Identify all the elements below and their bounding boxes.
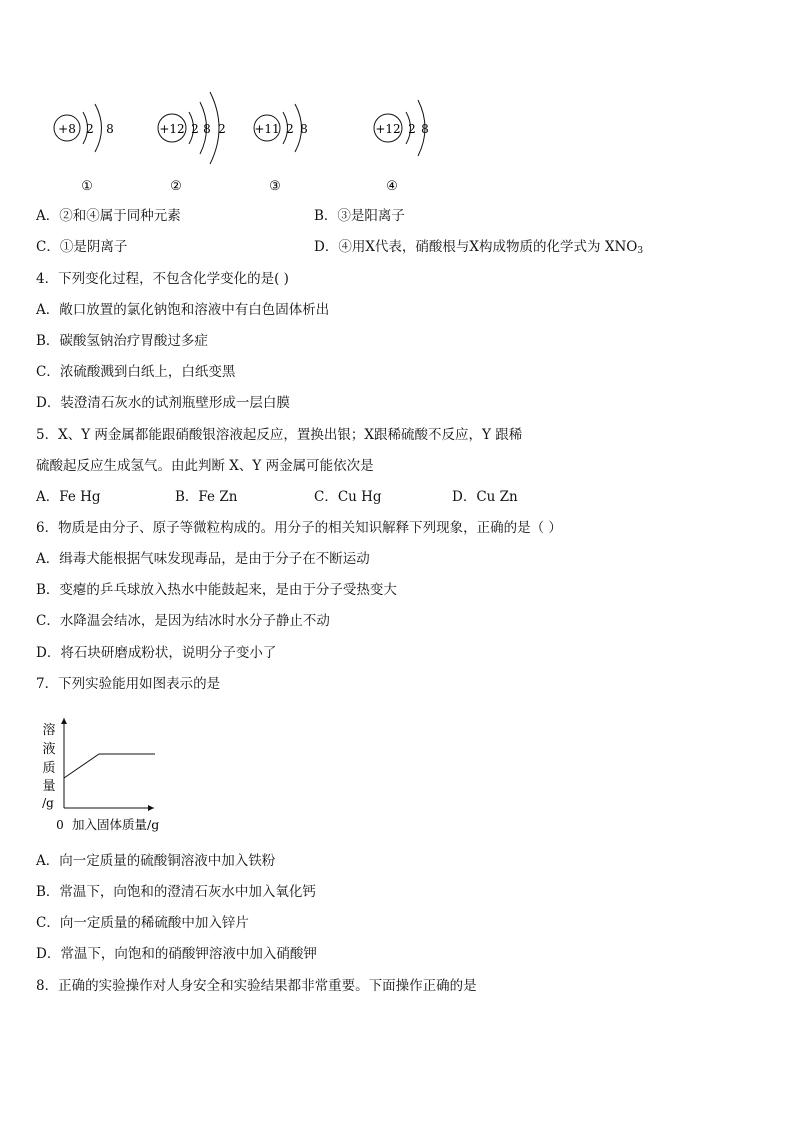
q6-option-b: B．变瘪的乒乓球放入热水中能鼓起来，是由于分子受热变大 [36,582,397,598]
q4-option-c: C．浓硫酸溅到白纸上，白纸变黑 [36,364,236,380]
atom-1-nucleus: +8 [58,122,76,136]
atom-3-shell-2: 8 [300,122,308,136]
q3-option-d-subscript: 3 [637,246,644,256]
q5-stem-line-2: 硫酸起反应生成氢气。由此判断 X、Y 两金属可能依次是 [36,458,374,474]
q3-option-b: B．③是阳离子 [314,208,405,224]
q8-stem: 8．正确的实验操作对人身安全和实验结果都非常重要。下面操作正确的是 [36,978,477,994]
q3-option-d-text: D．④用X代表，硝酸根与X构成物质的化学式为 XNO [314,239,638,255]
q6-option-a: A．缉毒犬能根据气味发现毒品，是由于分子在不断运动 [36,551,370,567]
q5-option-d: D．Cu Zn [452,489,518,505]
q4-stem: 4．下列变化过程，不包含化学变化的是( ) [36,271,289,287]
atom-3-label: ③ [269,179,281,194]
atom-1-shell-2: 8 [106,122,114,136]
q7-option-a: A．向一定质量的硫酸铜溶液中加入铁粉 [36,853,276,869]
q5-stem-line-1: 5．X、Y 两金属都能跟硝酸银溶液起反应，置换出银；X跟稀硫酸不反应，Y 跟稀 [36,427,523,443]
q7-option-b: B．常温下，向饱和的澄清石灰水中加入氧化钙 [36,884,316,900]
atom-diagrams [40,88,460,203]
q3-option-c: C．①是阴离子 [36,239,128,255]
atom-2-label: ② [170,179,182,194]
q7-graph [36,714,186,834]
y-label-char-1: 溶 [42,723,56,738]
q3-option-d [314,238,643,260]
q4-option-b: B．碳酸氢钠治疗胃酸过多症 [36,333,208,349]
atom-3 [254,104,308,194]
atom-4-shell-1: 2 [408,122,416,136]
atom-4-label: ④ [386,179,398,194]
atom-2-shell-2: 8 [203,122,211,136]
atom-1-shell-1: 2 [86,122,94,136]
q3-option-a: A．②和④属于同种元素 [36,208,181,224]
q6-option-c: C．水降温会结冰，是因为结冰时水分子静止不动 [36,613,330,629]
y-label-char-4: 量 [42,779,56,794]
y-label-char-3: 质 [42,761,56,776]
q7-option-d: D．常温下，向饱和的硝酸钾溶液中加入硝酸钾 [36,946,317,962]
x-axis-label: 加入固体质量/g [72,817,160,832]
atom-4-shell-2: 8 [421,122,429,136]
q4-option-a: A．敞口放置的氯化钠饱和溶液中有白色固体析出 [36,302,330,318]
atom-4-nucleus: +12 [375,122,401,136]
atom-2 [158,92,226,194]
q5-option-b: B．Fe Zn [175,489,238,505]
atom-3-nucleus: +11 [254,122,280,136]
q7-stem: 7．下列实验能用如图表示的是 [36,676,221,692]
q5-option-c: C．Cu Hg [314,489,382,505]
q6-stem: 6．物质是由分子、原子等微粒构成的。用分子的相关知识解释下列现象，正确的是（ ） [36,520,562,536]
atom-2-shell-1: 2 [191,122,199,136]
q4-option-d: D．装澄清石灰水的试剂瓶壁形成一层白膜 [36,395,290,411]
y-label-char-2: 液 [42,742,56,757]
origin-label: 0 [56,818,64,832]
q5-option-a: A．Fe Hg [36,489,101,505]
q7-option-c: C．向一定质量的稀硫酸中加入锌片 [36,915,249,931]
atom-1 [54,104,114,194]
atom-2-shell-3: 2 [218,122,226,136]
atom-1-label: ① [81,179,93,194]
atom-4 [374,100,429,194]
series-line [64,754,155,778]
atom-3-shell-1: 2 [286,122,294,136]
q6-option-d: D．将石块研磨成粉状，说明分子变小了 [36,645,277,661]
atom-2-nucleus: +12 [159,122,185,136]
y-label-char-5: /g [42,796,54,810]
